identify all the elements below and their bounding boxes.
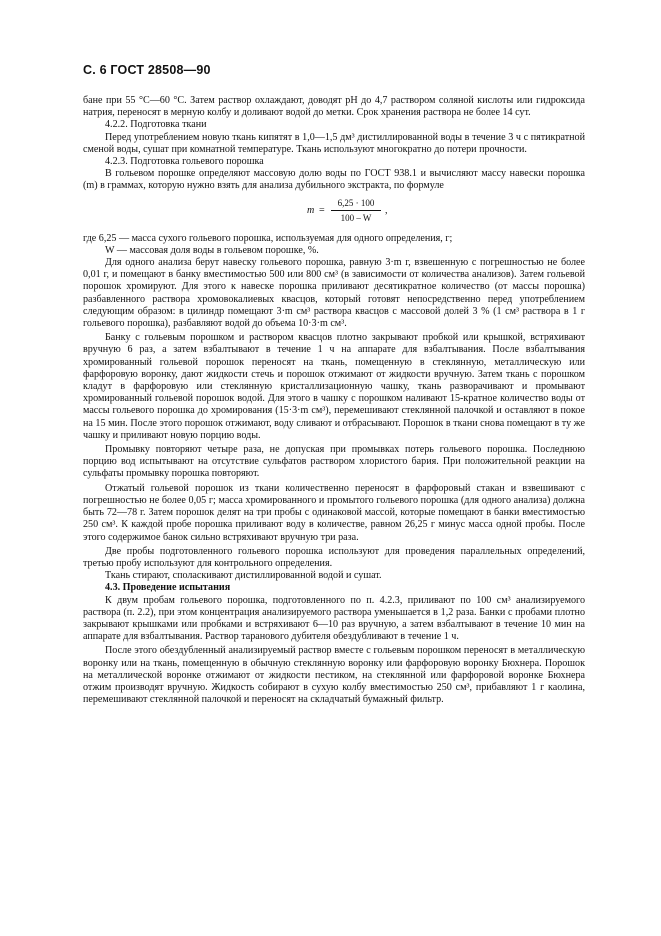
document-body bbox=[83, 95, 585, 706]
formula-denominator: 100 – W bbox=[340, 212, 372, 223]
paragraph: Для одного анализа берут навеску гольевого порошка, равную 3·m г, взвешенную с погрешностью не более 0,01 г, и помещают в банку вместимостью 500 или 800 см³ (в зависимости от количества анализов). Затем гольевой порошок хромируют. Для этого к навеске порошка приливают десятикратное количество (от массы порошка) разбавленного раствора хромовокалиевых квасцов, который готовят непосредственно перед употреблением следующим образом: в цилиндр помещают 3·m см³ раствора квасцов с массовой долей 3 % (1 см³ раствора в 1 г гольевого порошка), разбавляют водой до объема 10·3·m см³. bbox=[83, 257, 585, 330]
paragraph: Ткань стирают, споласкивают дистиллированной водой и сушат. bbox=[105, 570, 382, 582]
paragraph: бане при 55 °С—60 °С. Затем раствор охлаждают, доводят pH до 4,7 раствором соляной кислоты или гидроксида натрия, переносят в мерную колбу и доливают водой до метки. Срок хранения раствора не более 14 сут. bbox=[83, 95, 585, 119]
page-header: С. 6 ГОСТ 28508—90 bbox=[83, 63, 211, 77]
section-heading-4-3: 4.3. Проведение испытания bbox=[105, 582, 231, 594]
formula-equals: = bbox=[319, 204, 325, 216]
paragraph: После этого обездубленный анализируемый раствор вместе с гольевым порошком переносят в металлическую воронку или на ткань, помещенную в обычную стеклянную воронку или фарфоровую воронку Бюхнера. Порошок на металлической воронке отжимают от жидкости пестиком, на стеклянной или фарфоровой воронке Бюхнера отжим производят вручную. Жидкость собирают в сухую колбу вместимостью 250 см³, прибавляют 1 г каолина, перемешивают стеклянной палочкой и переносят на складчатый бумажный фильтр. bbox=[83, 645, 585, 706]
paragraph: Две пробы подготовленного гольевого порошка используют для проведения параллельных определений, третью пробу используют для контрольного определения. bbox=[83, 545, 585, 569]
mass-formula bbox=[83, 195, 585, 229]
formula-explanation: где 6,25 — масса сухого гольевого порошка, используемая для одного определения, г; bbox=[83, 232, 453, 244]
fraction-bar bbox=[331, 210, 381, 211]
paragraph: К двум пробам гольевого порошка, подготовленного по п. 4.2.3, приливают по 100 см³ анализируемого раствора (п. 2.2), при этом концентрация анализируемого раствора уменьшается в 1,2 раза. Банки с пробами плотно закрывают крышками или пробками и встряхивают 6—10 раз вручную, а затем взбалтывают в течение 10 мин на аппарате для взбалтывания. Раствор таранового дубителя обездубливают в течение 1 ч. bbox=[83, 594, 585, 643]
paragraph: Промывку повторяют четыре раза, не допуская при промывках потерь гольевого порошка. Последнюю порцию вод испытывают на отсутствие сульфатов раствором хлористого бария. При положительной реакции на сульфаты промывку порошка повторяют. bbox=[83, 444, 585, 480]
section-heading-4-2-3: 4.2.3. Подготовка гольевого порошка bbox=[105, 156, 264, 168]
formula-comma: , bbox=[385, 204, 388, 216]
paragraph: Отжатый гольевой порошок из ткани количественно переносят в фарфоровый стакан и взвешивают с погрешностью не более 0,05 г; масса хромированного и промытого гольевого порошка (для одного анализа) должна быть 72—78 г. Затем порошок делят на три пробы с одинаковой массой, которые помещают в банки вместимостью 250 см³. К каждой пробе порошка приливают воду в количестве, равном 26,25 г минус масса одной пробы. После этого содержимое банок сильно встряхивают вручную три раза. bbox=[83, 482, 585, 543]
formula-lhs: m bbox=[307, 204, 315, 216]
formula-numerator: 6,25 · 100 bbox=[337, 197, 375, 208]
paragraph: В гольевом порошке определяют массовую долю воды по ГОСТ 938.1 и вычисляют массу навески порошка (m) в граммах, которую нужно взять для анализа дубильного экстракта, по формуле bbox=[83, 168, 585, 192]
formula-explanation: W — массовая доля воды в гольевом порошке, %. bbox=[105, 244, 319, 256]
paragraph: Перед употреблением новую ткань кипятят в 1,0—1,5 дм³ дистиллированной воды в течение 3 ч с пятикратной сменой воды, сушат при комнатной температуре. Ткань используют многократно до потери прочности. bbox=[83, 131, 585, 155]
section-heading-4-2-2: 4.2.2. Подготовка ткани bbox=[105, 119, 207, 131]
paragraph: Банку с гольевым порошком и раствором квасцов плотно закрывают пробкой или крышкой, встряхивают вручную 6 раз, а затем взбалтывают в течение 1 ч на аппарате для взбалтывания. После взбалтывания хромированный гольевой порошок переносят на ткань, помещенную в стеклянную, металлическую или фарфоровую воронку, дают жидкости стечь и порошок отжимают от жидкости вручную. Затем ткань с порошком кладут в фарфоровую или стеклянную кристаллизационную чашку, ткань разворачивают и промывают хромированный гольевой порошок водой. Для этого в чашку с порошком наливают 15-кратное количество воды от массы гольевого порошка до хромирования (15·3·m см³), перемешивают стеклянной палочкой и оставляют в покое на 15 мин. После этого порошок отжимают, воду сливают и отбрасывают. Порошок в ткани снова помещают в ту же чашку и приливают новую порцию воды. bbox=[83, 332, 585, 441]
